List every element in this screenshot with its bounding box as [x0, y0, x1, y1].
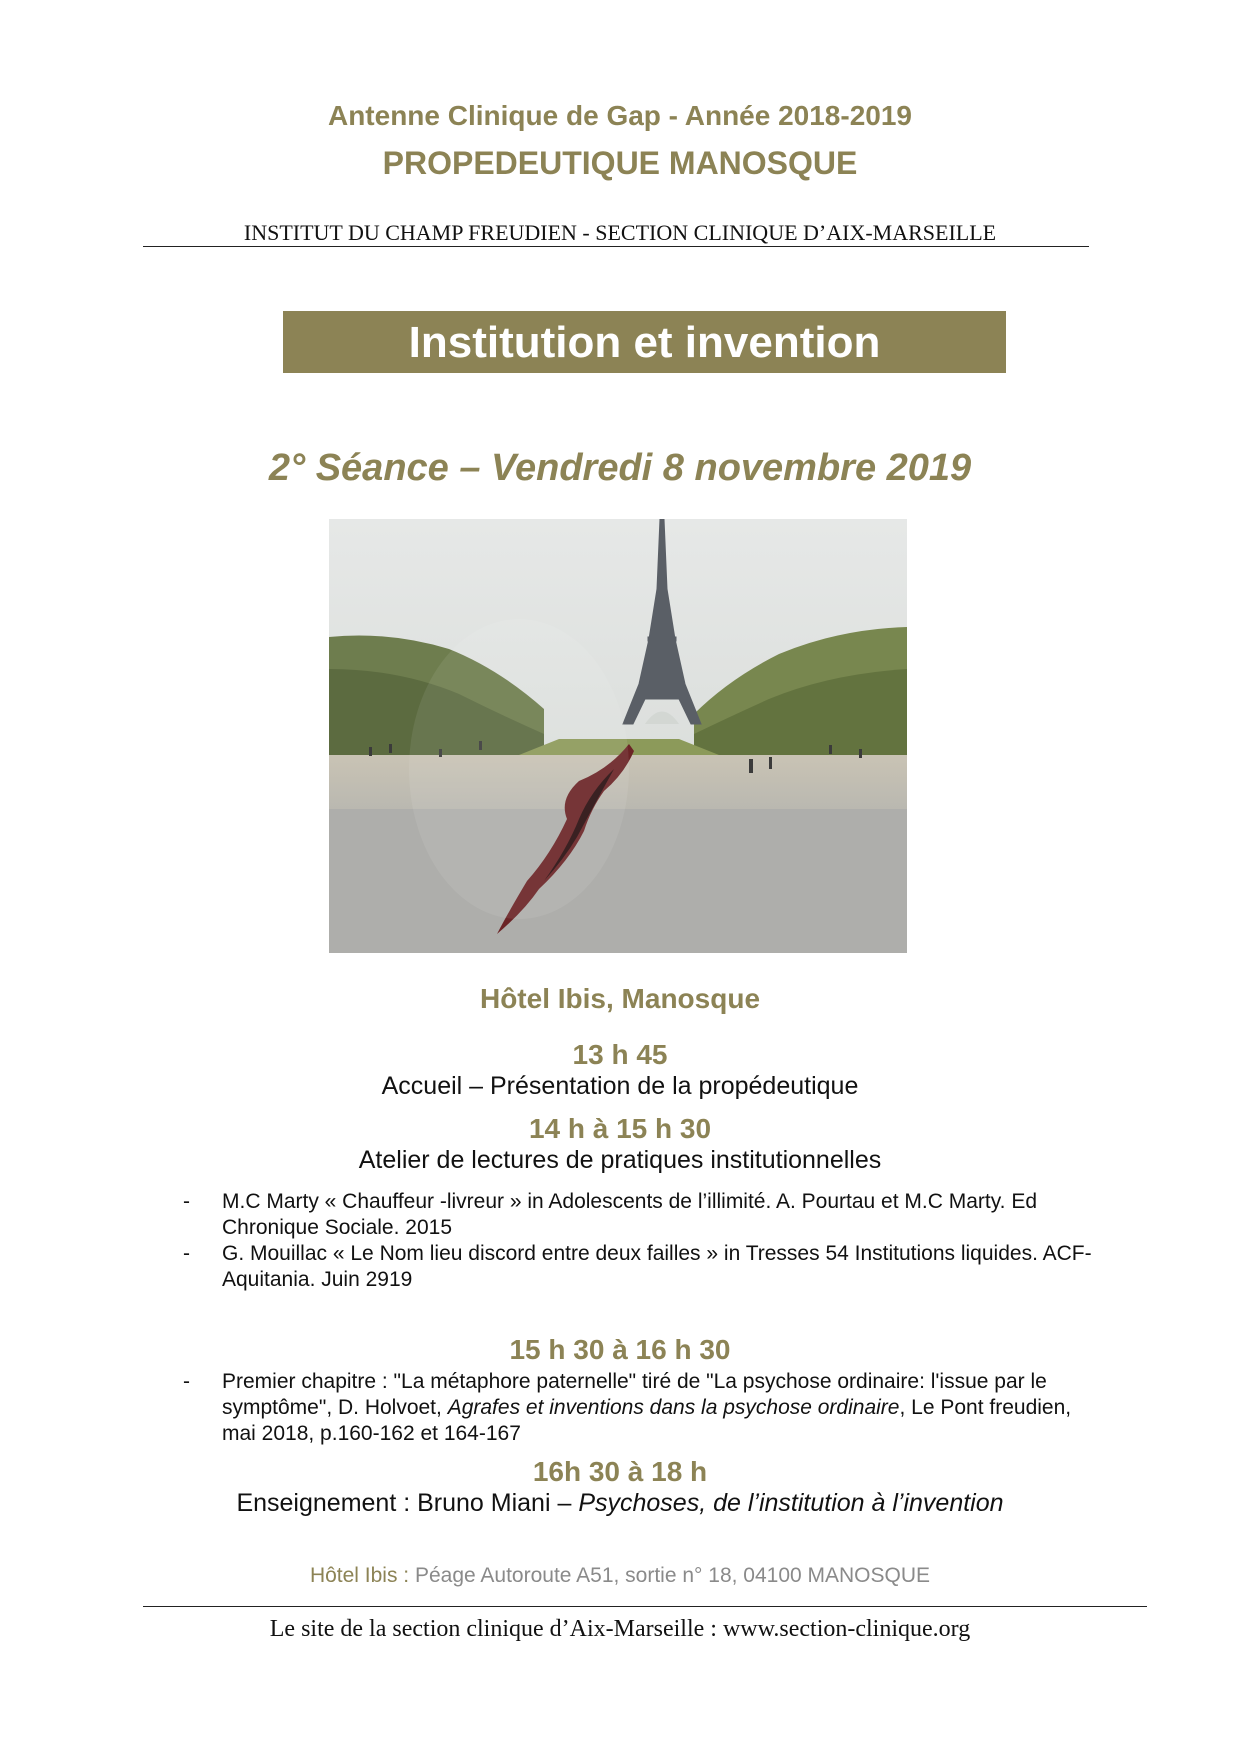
activity-2: Atelier de lectures de pratiques institutionnelles	[358, 1146, 882, 1174]
activity-4	[0, 1489, 1240, 1518]
reading-text: M.C Marty « Chauffeur -livreur » in Adolescents de l’illimité. A. Pourtau et M.C Marty. Ed Chronique Sociale. 2015	[222, 1190, 1038, 1239]
activity-4-prefix: Enseignement : Bruno Miani –	[236, 1489, 579, 1517]
propedeutique-subtitle: PROPEDEUTIQUE MANOSQUE	[382, 145, 858, 181]
time-slot-1: 13 h 45	[572, 1039, 668, 1070]
time-slot-3: 15 h 30 à 16 h 30	[509, 1334, 731, 1365]
reading-text: G. Mouillac « Le Nom lieu discord entre deux failles » in Tresses 54 Institutions liquides. ACF-Aquitania. Juin 2919	[222, 1242, 1092, 1291]
antenne-subtitle: Antenne Clinique de Gap - Année 2018-2019	[327, 100, 912, 131]
activity-1: Accueil – Présentation de la propédeutique	[381, 1072, 859, 1100]
title-banner	[283, 311, 1006, 373]
address-text: Péage Autoroute A51, sortie n° 18, 04100 MANOSQUE	[409, 1564, 931, 1587]
venue-name: Hôtel Ibis, Manosque	[479, 983, 761, 1014]
readings-list-2	[180, 1369, 1100, 1447]
reading-text-before: Premier chapitre : "La métaphore paternelle" tiré de "La psychose ordinaire: l'issue par le symptôme", D. Holvoet,	[222, 1370, 1047, 1419]
session-heading: 2° Séance – Vendredi 8 novembre 2019	[268, 447, 972, 489]
banner-title: Institution et invention	[408, 318, 881, 367]
readings-list-1	[180, 1189, 1100, 1293]
footer-divider	[143, 1606, 1147, 1607]
footer-site: Le site de la section clinique d’Aix-Marseille : www.section-clinique.org	[269, 1616, 971, 1642]
reading-text-after: , Le Pont freudien, mai 2018, p.160-162 et 164-167	[222, 1396, 1072, 1445]
time-slot-2: 14 h à 15 h 30	[528, 1113, 712, 1144]
eiffel-tower-photo	[329, 519, 907, 953]
list-item: - Premier chapitre : "La métaphore paternelle" tiré de "La psychose ordinaire: l'issue par le symptôme", D. Holvoet, Agrafes et inventions dans la psychose ordinaire, Le Pont freudien, mai 2018, p.160-162 et 164-167	[183, 1370, 1072, 1445]
reading-title: Agrafes et inventions dans la psychose ordinaire	[447, 1396, 900, 1419]
institute-line: INSTITUT DU CHAMP FREUDIEN - SECTION CLINIQUE D’AIX-MARSEILLE	[243, 220, 997, 245]
list-item: - M.C Marty « Chauffeur -livreur » in Adolescents de l’illimité. A. Pourtau et M.C Marty. Ed Chronique Sociale. 2015	[183, 1190, 1038, 1239]
address-label: Hôtel Ibis :	[309, 1564, 410, 1587]
activity-4-title: Psychoses, de l’institution à l’invention	[578, 1489, 1004, 1517]
header-divider	[143, 246, 1089, 247]
address-line	[0, 1564, 1240, 1588]
list-item: - G. Mouillac « Le Nom lieu discord entre deux failles » in Tresses 54 Institutions liquides. ACF-Aquitania. Juin 2919	[183, 1242, 1092, 1291]
time-slot-4: 16h 30 à 18 h	[532, 1456, 708, 1487]
